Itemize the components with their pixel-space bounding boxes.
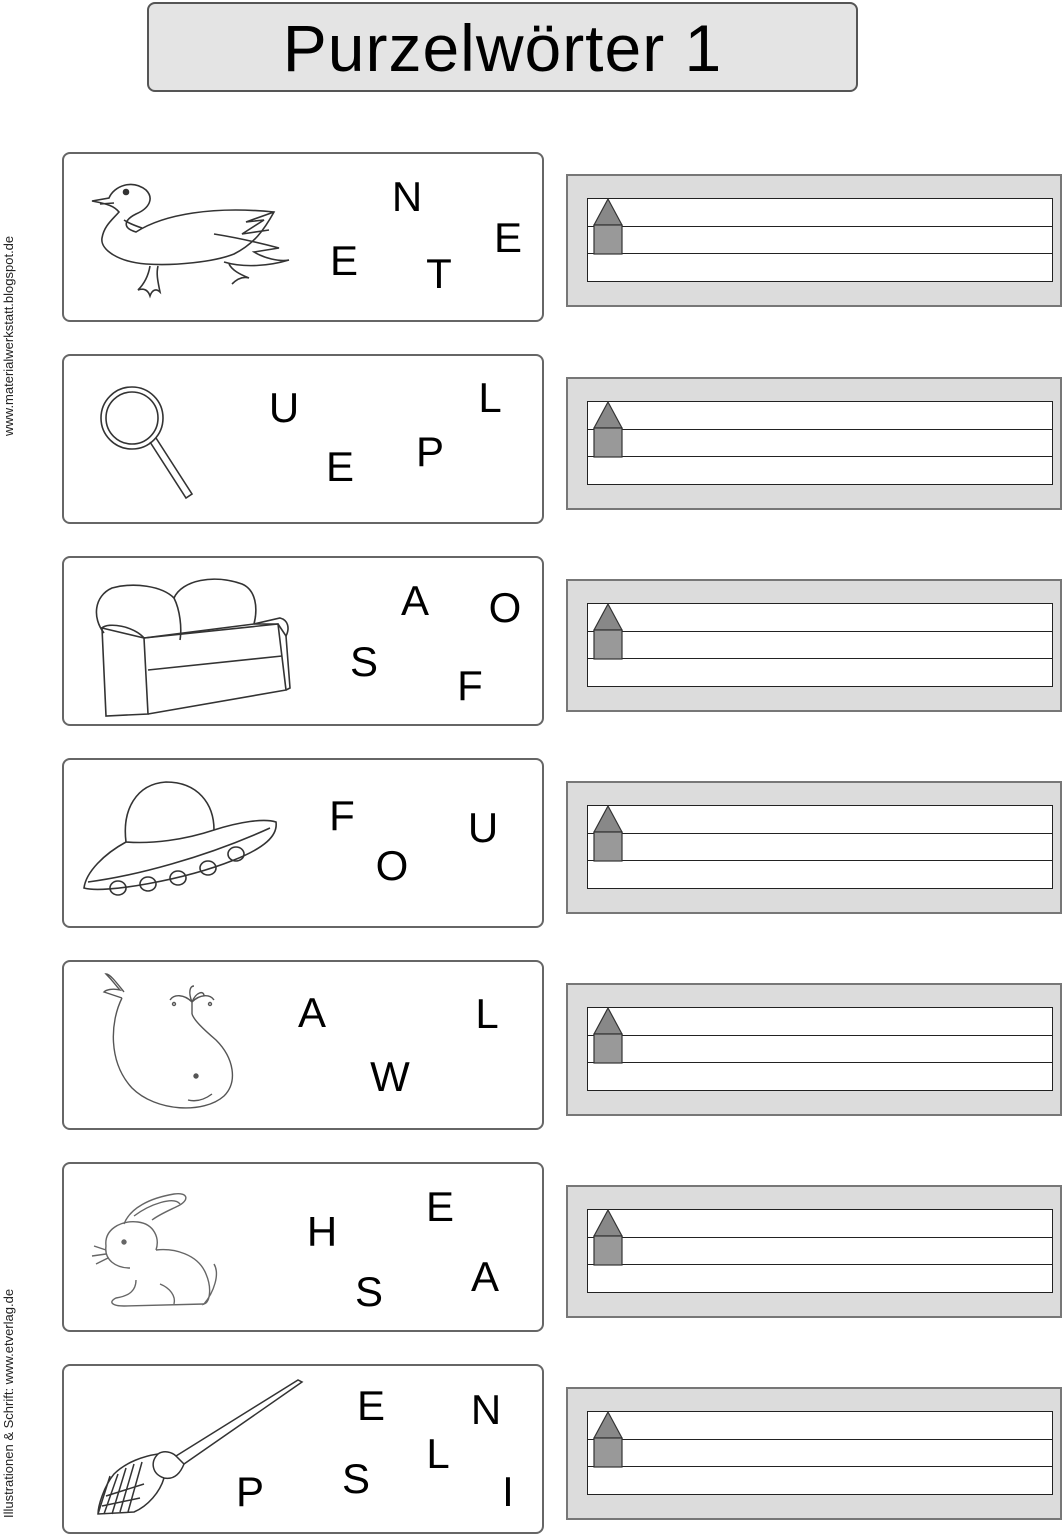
writing-area-3[interactable] [566, 579, 1062, 712]
letter-tile: N [470, 1386, 502, 1433]
writing-area-4[interactable] [566, 781, 1062, 914]
house-icon [593, 1007, 623, 1065]
letter-tile: S [349, 638, 379, 685]
letter-tile: E [493, 214, 523, 261]
title-box [147, 2, 858, 92]
credit-website: www.materialwerkstatt.blogspot.de [1, 235, 16, 436]
house-icon [593, 603, 623, 661]
house-icon [593, 198, 623, 256]
writing-lines [587, 603, 1053, 687]
letter-tile: E [329, 237, 359, 284]
writing-area-5[interactable] [566, 983, 1062, 1116]
letter-tile: P [235, 1468, 265, 1515]
writing-lines [587, 1209, 1053, 1293]
word-card-5 [62, 960, 544, 1130]
writing-lines [587, 1007, 1053, 1091]
duck-icon [64, 154, 546, 324]
writing-area-1[interactable] [566, 174, 1062, 307]
letter-tile: A [400, 577, 430, 624]
writing-lines [587, 198, 1053, 282]
word-card-3 [62, 556, 544, 726]
letter-tile: F [329, 792, 355, 839]
magnifying-glass-icon [64, 356, 546, 526]
letter-tile: L [478, 374, 502, 421]
word-card-7 [62, 1364, 544, 1534]
writing-area-6[interactable] [566, 1185, 1062, 1318]
credit-illustrations: Illustrationen & Schrift: www.etverlag.de [1, 1288, 16, 1518]
page-title: Purzelwörter 1 [282, 11, 723, 85]
letter-tile: A [297, 989, 327, 1036]
house-icon [593, 1209, 623, 1267]
word-card-4 [62, 758, 544, 928]
word-card-2 [62, 354, 544, 524]
letter-tile: U [268, 384, 300, 431]
whale-icon [64, 962, 546, 1132]
writing-lines [587, 401, 1053, 485]
letter-tile: I [502, 1468, 514, 1515]
letter-tile: F [457, 662, 483, 709]
letter-tile: O [375, 842, 409, 889]
rabbit-icon [64, 1164, 546, 1334]
letter-tile: W [370, 1053, 410, 1100]
letter-tile: L [475, 990, 499, 1037]
letter-tile: E [325, 443, 355, 490]
writing-lines [587, 1411, 1053, 1495]
letter-tile: L [426, 1430, 450, 1477]
letter-tile: H [306, 1208, 338, 1255]
word-card-1 [62, 152, 544, 322]
writing-area-7[interactable] [566, 1387, 1062, 1520]
letter-tile: N [391, 173, 423, 220]
letter-tile: S [354, 1268, 384, 1315]
house-icon [593, 805, 623, 863]
writing-area-2[interactable] [566, 377, 1062, 510]
letter-tile: E [425, 1183, 455, 1230]
word-card-6 [62, 1162, 544, 1332]
letter-tile: O [488, 584, 522, 631]
letter-tile: A [470, 1253, 500, 1300]
letter-tile: P [415, 428, 445, 475]
house-icon [593, 401, 623, 459]
letter-tile: S [341, 1455, 371, 1502]
letter-tile: U [467, 804, 499, 851]
writing-lines [587, 805, 1053, 889]
house-icon [593, 1411, 623, 1469]
letter-tile: T [426, 250, 452, 297]
letter-tile: E [356, 1382, 386, 1429]
